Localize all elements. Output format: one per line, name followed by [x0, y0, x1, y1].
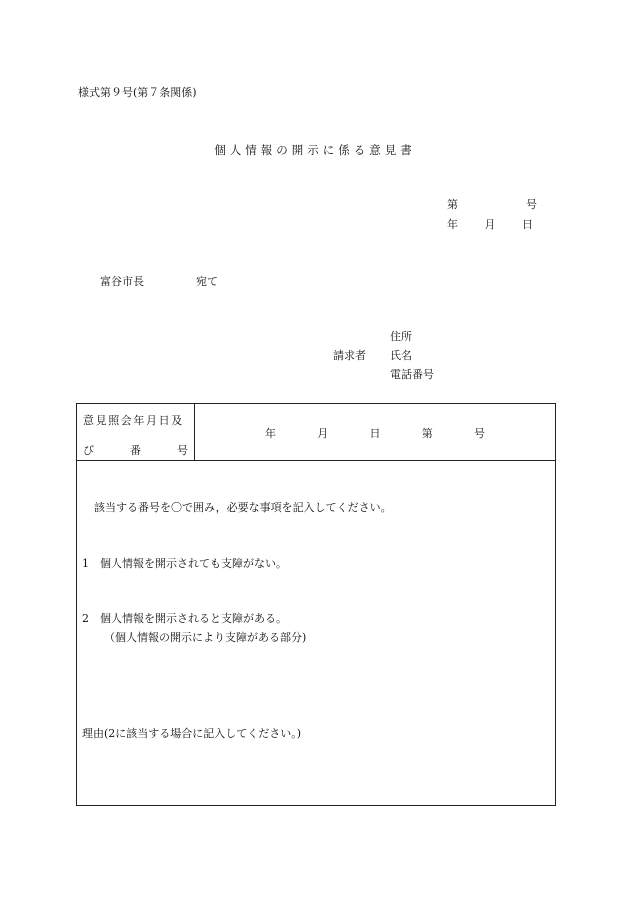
option-2-note: （個人情報の開示により支障がある部分) — [104, 631, 307, 644]
requester-address-label: 住所 — [390, 330, 412, 343]
doc-number-suffix: 号 — [526, 198, 537, 211]
inquiry-number-suffix: 号 — [474, 427, 485, 440]
date-day: 日 — [522, 218, 533, 231]
document-title: 個人情報の開示に係る意見書 — [214, 143, 416, 157]
inquiry-month-field: 月 — [317, 427, 329, 440]
document-date — [447, 219, 533, 230]
doc-number-prefix: 第 — [447, 198, 458, 211]
requester-label: 請求者 — [333, 349, 366, 362]
date-year: 年 — [447, 218, 458, 231]
inquiry-label-char: 号 — [177, 444, 188, 457]
addressee-name: 富谷市長 — [100, 275, 144, 288]
option-1[interactable]: 1 個人情報を開示されても支障がない。 — [82, 557, 287, 570]
reason-label: 理由(2に該当する場合に記入してください。) — [82, 727, 302, 740]
inquiry-date-number-fields[interactable] — [265, 428, 485, 439]
instruction-text: 該当する番号を〇で囲み，必要な事項を記入してください。 — [94, 501, 392, 514]
form-number: 様式第９号(第７条関係) — [78, 86, 197, 99]
inquiry-number-prefix: 第 — [421, 427, 433, 440]
inquiry-label-line1: 意見照会年月日及 — [83, 414, 184, 427]
opinion-table — [76, 403, 556, 806]
addressee-suffix: 宛て — [196, 275, 218, 288]
option-2[interactable]: 2 個人情報を開示されると支障がある。 — [82, 612, 287, 625]
inquiry-label-char: 番 — [130, 444, 141, 457]
requester-phone-label: 電話番号 — [390, 368, 434, 381]
requester-name-label: 氏名 — [390, 349, 412, 362]
inquiry-label-char: び — [83, 444, 94, 457]
document-number — [447, 199, 537, 210]
table-header-row — [77, 404, 555, 461]
inquiry-year-field: 年 — [265, 427, 276, 440]
date-month: 月 — [484, 218, 496, 231]
inquiry-label-line2 — [83, 445, 188, 456]
inquiry-day-field: 日 — [369, 427, 381, 440]
inquiry-date-number-label — [77, 404, 195, 460]
